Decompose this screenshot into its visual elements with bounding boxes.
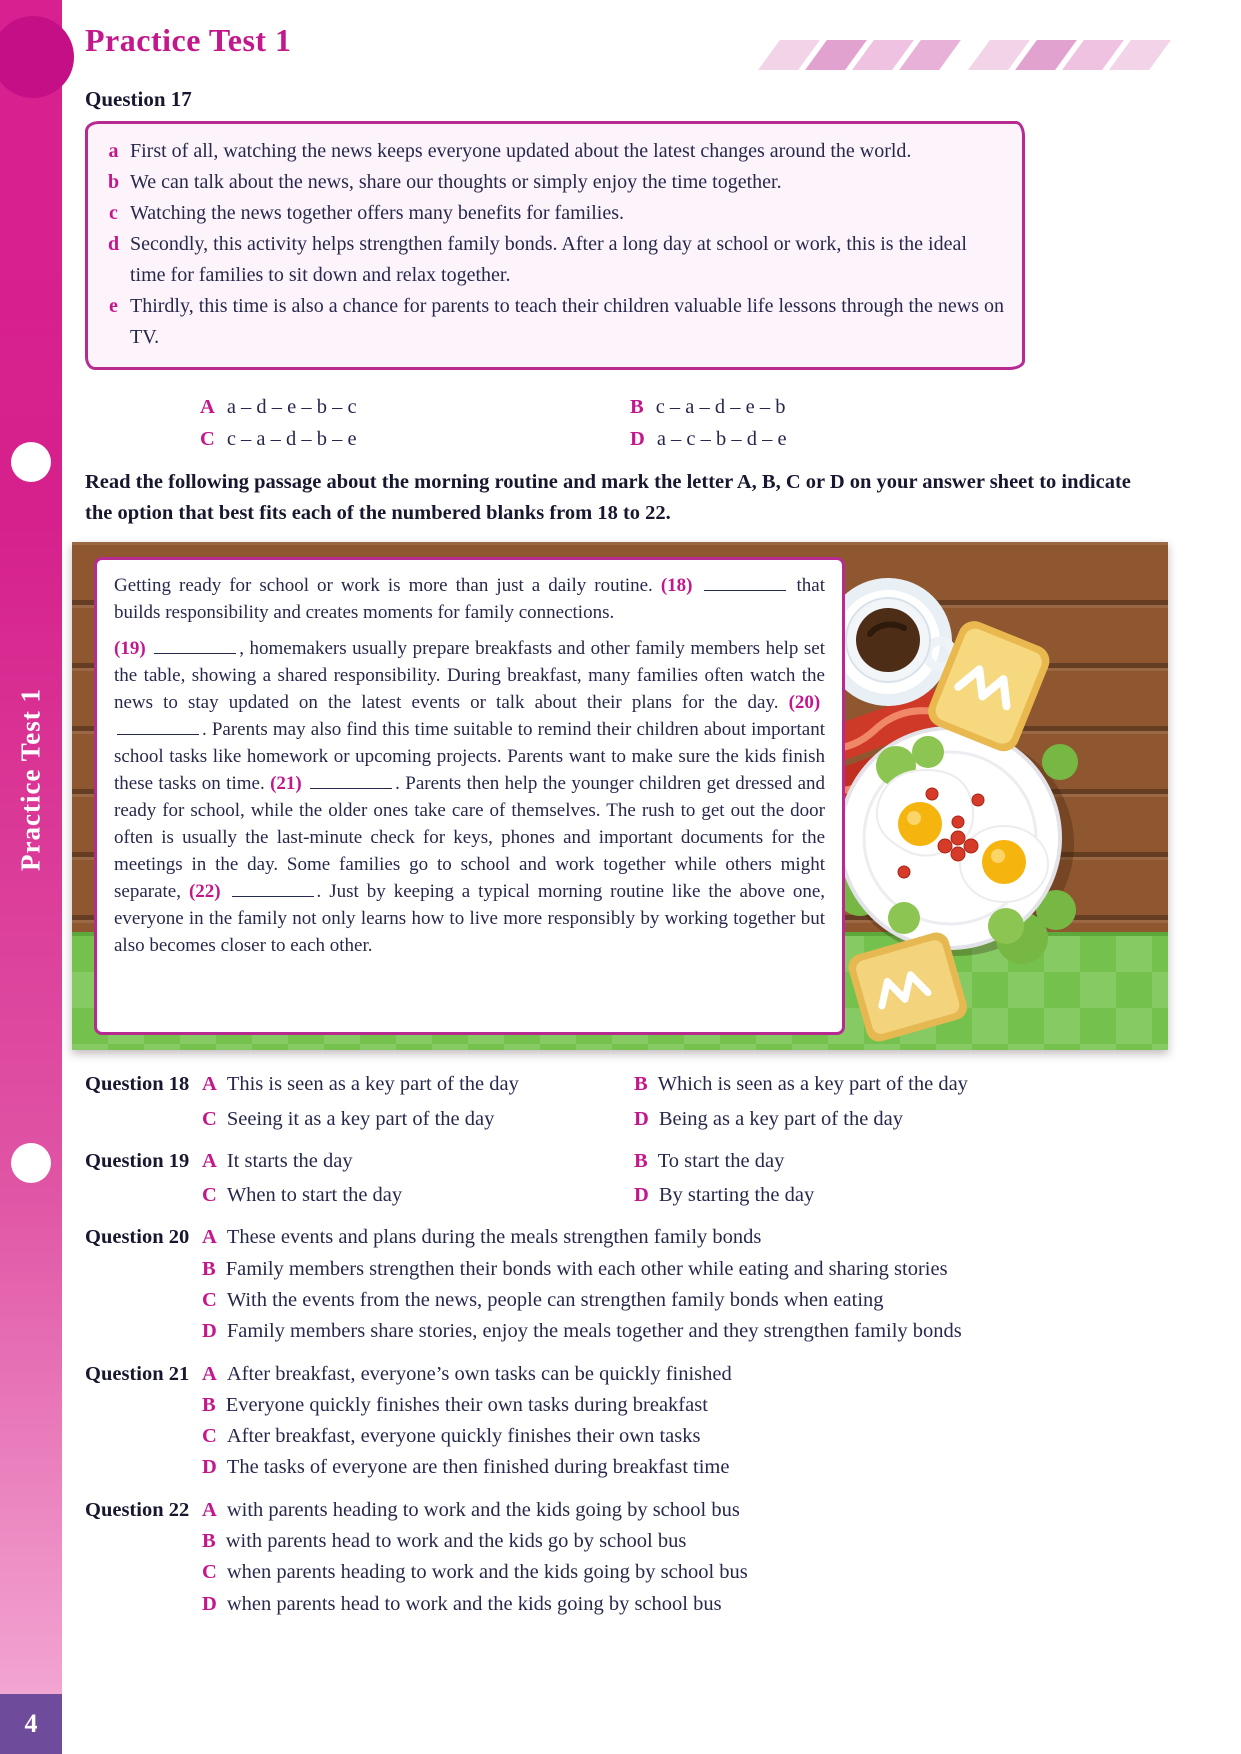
option-text: Seeing it as a key part of the day bbox=[226, 1107, 495, 1130]
jumbled-sentence bbox=[106, 291, 1004, 353]
answer-option bbox=[202, 1391, 1160, 1419]
blank-line bbox=[232, 883, 314, 897]
option-text: a – c – b – d – e bbox=[656, 427, 787, 450]
answer-option bbox=[202, 1558, 1160, 1586]
answer-option bbox=[200, 396, 630, 419]
answer-option bbox=[202, 1223, 1160, 1251]
chevron-decoration-icon bbox=[769, 40, 1160, 70]
passage-instruction: Read the following passage about the morning routine and mark the letter A, B, C or D on your answer sheet to indicate the option that best fits each of the numbered blanks from 18 to 22. bbox=[85, 470, 1131, 524]
answer-option bbox=[634, 1070, 1160, 1098]
answer-option bbox=[630, 428, 1160, 451]
option-letter: C bbox=[202, 1288, 217, 1311]
option-letter: B bbox=[202, 1257, 216, 1280]
passage-text: , homemakers usually prepare breakfasts and other family members help set the table, showing a shared responsibility. During breakfast, many families often watch the news to stay updated on the latest events or talk about their plans for the day. bbox=[114, 638, 826, 714]
option-text: when parents heading to work and the kids going by school bus bbox=[226, 1561, 748, 1584]
jumbled-sentence bbox=[106, 229, 1004, 291]
binder-sidebar bbox=[0, 0, 62, 1754]
sentence-letter: c bbox=[109, 201, 118, 224]
option-letter: A bbox=[200, 395, 215, 418]
option-letter: C bbox=[202, 1425, 217, 1448]
passage-text: . Parents then help the younger children get dressed and ready for school, while the older ones take care of themselves. The rush to get out the door often is usually the last-minute check for keys, phones and important documents for the meetings in the day. Some families go to school and work together while others might separate, bbox=[114, 773, 825, 902]
jumbled-sentence bbox=[106, 136, 1004, 167]
option-letter: B bbox=[630, 395, 644, 418]
question-options bbox=[202, 1496, 1160, 1621]
question-label: Question 19 bbox=[85, 1149, 190, 1172]
option-letter: A bbox=[202, 1498, 217, 1521]
passage-paragraph bbox=[114, 636, 825, 960]
option-letter: D bbox=[202, 1320, 217, 1343]
option-letter: A bbox=[202, 1226, 217, 1249]
passage-text: . Parents may also find this time suitable to remind their children about important school tasks like homework or upcoming projects. Parents want to make sure the kids finish these tasks on time. bbox=[114, 719, 825, 795]
blank-line bbox=[310, 775, 392, 789]
sentence-letter: e bbox=[109, 294, 118, 317]
option-letter: C bbox=[200, 427, 215, 450]
sentence-text: Thirdly, this time is also a chance for parents to teach their children valuable life lessons through the news on TV. bbox=[130, 294, 1005, 348]
blank-number: (18) bbox=[660, 575, 701, 597]
answer-option bbox=[634, 1105, 1160, 1133]
blank-number: (22) bbox=[188, 880, 229, 902]
blank-line bbox=[117, 721, 199, 735]
breakfast-illustration-icon bbox=[808, 542, 1168, 1050]
passage-illustration-box bbox=[72, 542, 1168, 1050]
option-text: Family members share stories, enjoy the meals together and they strengthen family bonds bbox=[226, 1320, 962, 1343]
questions-18-22-section bbox=[85, 1070, 1160, 1621]
option-text: Which is seen as a key part of the day bbox=[657, 1073, 968, 1096]
option-text: To start the day bbox=[657, 1149, 785, 1172]
sentence-text: Secondly, this activity helps strengthen family bonds. After a long day at school or work, this is the ideal time for families to sit down and relax together. bbox=[130, 232, 967, 286]
option-text: c – a – d – b – e bbox=[226, 427, 357, 450]
sentence-letter: a bbox=[108, 139, 119, 162]
question-17-label: Question 17 bbox=[85, 86, 192, 111]
question-label: Question 21 bbox=[85, 1362, 190, 1385]
option-text: It starts the day bbox=[226, 1149, 353, 1172]
option-letter: D bbox=[202, 1592, 217, 1615]
question-17-sentence-box bbox=[85, 121, 1025, 370]
option-text: Being as a key part of the day bbox=[658, 1107, 904, 1130]
question-options bbox=[202, 1147, 1160, 1213]
passage-paragraph bbox=[114, 573, 825, 627]
question-options bbox=[202, 1070, 1160, 1136]
question-label: Question 18 bbox=[85, 1073, 190, 1096]
blank-number: (21) bbox=[270, 773, 308, 795]
answer-option bbox=[202, 1453, 1160, 1481]
option-text: c – a – d – e – b bbox=[655, 395, 786, 418]
sentence-letter: d bbox=[107, 232, 120, 255]
answer-option bbox=[202, 1147, 634, 1175]
question-options bbox=[202, 1223, 1160, 1348]
sentence-text: We can talk about the news, share our thoughts or simply enjoy the time together. bbox=[130, 170, 782, 193]
option-text: with parents head to work and the kids go by school bus bbox=[225, 1529, 687, 1552]
option-letter: A bbox=[202, 1073, 217, 1096]
answer-option bbox=[202, 1527, 1160, 1555]
blank-line bbox=[154, 640, 236, 654]
question-options bbox=[202, 1360, 1160, 1485]
answer-option bbox=[202, 1105, 634, 1133]
answer-option bbox=[200, 428, 630, 451]
passage-panel bbox=[94, 557, 845, 1035]
answer-option bbox=[202, 1181, 634, 1209]
option-text: when parents head to work and the kids going by school bus bbox=[226, 1592, 722, 1615]
option-letter: B bbox=[202, 1393, 216, 1416]
option-text: With the events from the news, people can strengthen family bonds when eating bbox=[226, 1288, 884, 1311]
answer-option bbox=[202, 1496, 1160, 1524]
answer-option bbox=[202, 1590, 1160, 1618]
binder-dot-icon bbox=[0, 16, 74, 98]
option-letter: D bbox=[630, 427, 645, 450]
option-text: After breakfast, everyone’s own tasks can be quickly finished bbox=[226, 1362, 732, 1385]
answer-option bbox=[630, 396, 1160, 419]
option-letter: B bbox=[202, 1529, 216, 1552]
binder-hole-icon bbox=[11, 442, 51, 482]
answer-option bbox=[202, 1360, 1160, 1388]
answer-option bbox=[634, 1147, 1160, 1175]
sidebar-title: Practice Test 1 bbox=[15, 688, 46, 871]
binder-hole-icon bbox=[11, 1143, 51, 1183]
page-title: Practice Test 1 bbox=[85, 22, 292, 58]
jumbled-sentence bbox=[106, 167, 1004, 198]
option-text: a – d – e – b – c bbox=[226, 395, 357, 418]
question bbox=[85, 1496, 1160, 1621]
option-letter: B bbox=[634, 1073, 648, 1096]
option-letter: B bbox=[634, 1149, 648, 1172]
answer-option bbox=[634, 1181, 1160, 1209]
sentence-letter: b bbox=[107, 170, 120, 193]
question-label: Question 20 bbox=[85, 1226, 190, 1249]
option-text: After breakfast, everyone quickly finishes their own tasks bbox=[226, 1425, 701, 1448]
passage-text: . Just by keeping a typical morning routine like the above one, everyone in the family not only learns how to live more responsibly by working together but also becomes closer to each other. bbox=[114, 880, 826, 956]
option-letter: C bbox=[202, 1184, 217, 1207]
passage-text: Getting ready for school or work is more than just a daily routine. bbox=[114, 575, 661, 597]
blank-number: (19) bbox=[114, 638, 152, 660]
question-label: Question 22 bbox=[85, 1498, 190, 1521]
answer-option bbox=[202, 1286, 1160, 1314]
question-17-options bbox=[200, 396, 1160, 451]
option-letter: D bbox=[634, 1184, 649, 1207]
option-letter: D bbox=[202, 1456, 217, 1479]
question bbox=[85, 1147, 1160, 1213]
passage-text: that builds responsibility and creates moments for family connections. bbox=[114, 575, 826, 624]
answer-option bbox=[202, 1070, 634, 1098]
answer-option bbox=[202, 1255, 1160, 1283]
question bbox=[85, 1360, 1160, 1485]
option-text: This is seen as a key part of the day bbox=[226, 1073, 519, 1096]
sentence-text: Watching the news together offers many benefits for families. bbox=[130, 201, 624, 224]
question bbox=[85, 1070, 1160, 1136]
option-letter: A bbox=[202, 1362, 217, 1385]
option-letter: A bbox=[202, 1149, 217, 1172]
jumbled-sentence bbox=[106, 198, 1004, 229]
answer-option bbox=[202, 1317, 1160, 1345]
page-content bbox=[85, 0, 1160, 1632]
option-text: These events and plans during the meals strengthen family bonds bbox=[226, 1226, 762, 1249]
option-text: Family members strengthen their bonds with each other while eating and sharing stories bbox=[225, 1257, 948, 1280]
option-text: Everyone quickly finishes their own tasks during breakfast bbox=[225, 1393, 708, 1416]
blank-line bbox=[704, 577, 786, 591]
option-text: with parents heading to work and the kids going by school bus bbox=[226, 1498, 740, 1521]
question bbox=[85, 1223, 1160, 1348]
option-letter: D bbox=[634, 1107, 649, 1130]
page-header bbox=[85, 0, 1160, 71]
option-letter: C bbox=[202, 1107, 217, 1130]
sentence-text: First of all, watching the news keeps everyone updated about the latest changes around the world. bbox=[130, 139, 912, 162]
option-text: By starting the day bbox=[658, 1184, 815, 1207]
page-number: 4 bbox=[0, 1694, 62, 1754]
option-letter: C bbox=[202, 1561, 217, 1584]
option-text: When to start the day bbox=[226, 1184, 403, 1207]
option-text: The tasks of everyone are then finished during breakfast time bbox=[226, 1456, 730, 1479]
blank-number: (20) bbox=[788, 692, 825, 714]
answer-option bbox=[202, 1422, 1160, 1450]
